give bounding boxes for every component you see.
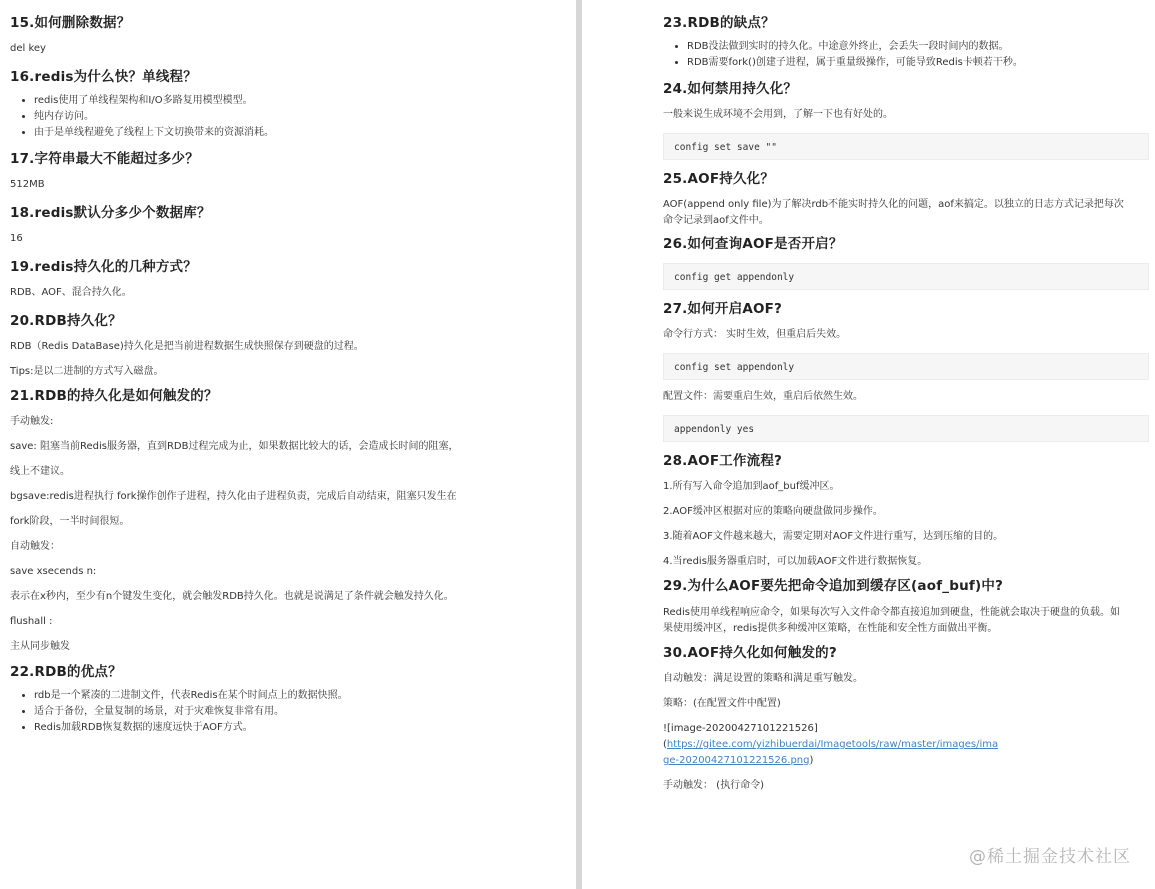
heading-q29: 29.为什么AOF要先把命令追加到缓存区(aof_buf)中? <box>663 578 1004 594</box>
paragraph: flushall : <box>10 616 53 627</box>
left-page <box>0 0 576 889</box>
heading-q26: 26.如何查询AOF是否开启？ <box>663 236 843 252</box>
list-item: • RDB需要fork()创建子进程，属于重量级操作，可能导致Redis卡顿若干秒。 <box>687 55 1149 71</box>
paragraph: 命令行方式： 实时生效，但重启后失效。 <box>663 329 847 340</box>
paragraph: 主从同步触发 <box>10 641 70 652</box>
code-block: config set appendonly <box>663 353 1149 380</box>
paragraph: fork阶段，一半时间很短。 <box>10 516 130 527</box>
list-item: • 由于是单线程避免了线程上下文切换带来的资源消耗。 <box>34 125 566 141</box>
image-link[interactable]: https://gitee.com/yizhibuerdai/Imagetools/raw/master/images/ima <box>666 739 999 750</box>
heading-q27: 27.如何开启AOF? <box>663 301 783 317</box>
paragraph: 2.AOF缓冲区根据对应的策略向硬盘做同步操作。 <box>663 506 883 517</box>
paragraph: 表示在x秒内，至少有n个键发生变化，就会触发RDB持久化。也就是说满足了条件就会触发持久化。 <box>10 591 454 602</box>
right-page <box>582 0 1155 889</box>
heading-q22: 22.RDB的优点？ <box>10 664 122 680</box>
paragraph: save: 阻塞当前Redis服务器，直到RDB过程完成为止，如果数据比较大的话，会造成长时间的阻塞， <box>10 441 459 452</box>
answer-q17: 512MB <box>10 179 45 190</box>
list-item: • 纯内存访问。 <box>34 109 566 125</box>
heading-q23: 23.RDB的缺点？ <box>663 15 775 31</box>
paragraph: 自动触发： <box>10 541 60 552</box>
list-q16 <box>10 93 566 141</box>
heading-q21: 21.RDB的持久化是如何触发的？ <box>10 388 218 404</box>
heading-q30: 30.AOF持久化如何触发的? <box>663 645 837 661</box>
code-block: appendonly yes <box>663 415 1149 442</box>
image-markdown-suffix: ) <box>809 755 814 766</box>
heading-q18: 18.redis默认分多少个数据库？ <box>10 205 211 221</box>
list-item: • Redis加载RDB恢复数据的速度远快于AOF方式。 <box>34 720 566 736</box>
list-q23 <box>663 39 1149 71</box>
image-markdown <box>663 753 1149 769</box>
list-item: • RDB没法做到实时的持久化。中途意外终止，会丢失一段时间内的数据。 <box>687 39 1149 55</box>
paragraph: AOF(append only file)为了解决rdb不能实时持久化的问题，aof来搞定。以独立的日志方式记录把每次 <box>663 199 1124 210</box>
list-item: • rdb是一个紧凑的二进制文件，代表Redis在某个时间点上的数据快照。 <box>34 688 566 704</box>
heading-q16: 16.redis为什么快？单线程？ <box>10 69 197 85</box>
paragraph: 策略：(在配置文件中配置) <box>663 698 781 709</box>
paragraph: RDB（Redis DataBase)持久化是把当前进程数据生成快照保存到硬盘的过程。 <box>10 341 364 352</box>
paragraph: 配置文件：需要重启生效，重启后依然生效。 <box>663 391 863 402</box>
paragraph: 4.当redis服务器重启时，可以加载AOF文件进行数据恢复。 <box>663 556 928 567</box>
paragraph: 3.随着AOF文件越来越大，需要定期对AOF文件进行重写，达到压缩的目的。 <box>663 531 1004 542</box>
image-link[interactable]: ge-20200427101221526.png <box>663 755 810 766</box>
paragraph: 手动触发： (执行命令) <box>663 780 764 791</box>
paragraph: 自动触发：满足设置的策略和满足重写触发。 <box>663 673 863 684</box>
heading-q20: 20.RDB持久化？ <box>10 313 122 329</box>
paragraph: 手动触发: <box>10 416 54 427</box>
heading-q19: 19.redis持久化的几种方式？ <box>10 259 197 275</box>
list-item: • 适合于备份，全量复制的场景，对于灾难恢复非常有用。 <box>34 704 566 720</box>
answer-q18: 16 <box>10 233 23 244</box>
heading-q25: 25.AOF持久化？ <box>663 171 775 187</box>
paragraph: Tips:是以二进制的方式写入磁盘。 <box>10 366 164 377</box>
image-markdown <box>663 721 1149 753</box>
paragraph: bgsave:redis进程执行 fork操作创作子进程，持久化由子进程负责，完成后自动结束，阻塞只发生在 <box>10 491 457 502</box>
paragraph: Redis使用单线程响应命令，如果每次写入文件命令都直接追加到硬盘，性能就会取决于硬盘的负载。如 <box>663 607 1120 618</box>
heading-q15: 15.如何删除数据？ <box>10 15 131 31</box>
watermark: @稀土掘金技术社区 <box>969 847 1131 867</box>
paragraph: 果使用缓冲区，redis提供多种缓冲区策略，在性能和安全性方面做出平衡。 <box>663 623 998 634</box>
list-item: • redis使用了单线程架构和I/O多路复用模型模型。 <box>34 93 566 109</box>
code-block: config set save "" <box>663 133 1149 160</box>
paragraph: 一般来说生成环境不会用到，了解一下也有好处的。 <box>663 109 893 120</box>
list-q22 <box>10 688 566 736</box>
image-markdown-prefix: ![image-20200427101221526]( <box>663 723 818 750</box>
paragraph: save xsecends n: <box>10 566 97 577</box>
heading-q24: 24.如何禁用持久化？ <box>663 81 798 97</box>
heading-q28: 28.AOF工作流程? <box>663 453 783 469</box>
code-block: config get appendonly <box>663 263 1149 290</box>
answer-q15: del key <box>10 43 46 54</box>
paragraph: 1.所有写入命令追加到aof_buf缓冲区。 <box>663 481 840 492</box>
paragraph: 命令记录到aof文件中。 <box>663 215 769 226</box>
answer-q19: RDB、AOF、混合持久化。 <box>10 287 132 298</box>
paragraph: 线上不建议。 <box>10 466 70 477</box>
heading-q17: 17.字符串最大不能超过多少？ <box>10 151 199 167</box>
